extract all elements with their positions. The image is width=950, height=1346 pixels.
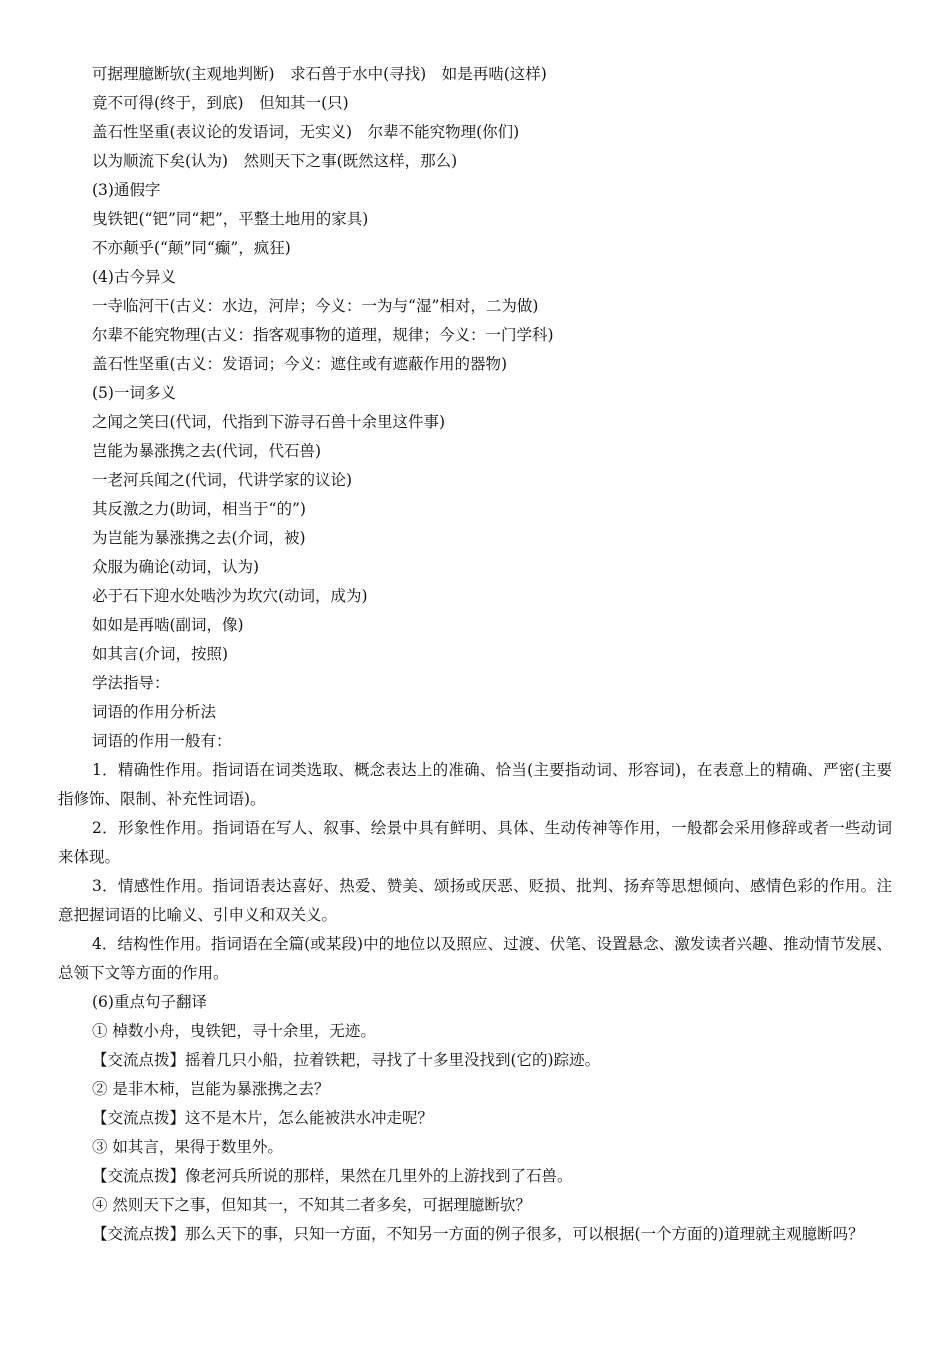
section-heading-yici: (5)一词多义 [92,384,176,402]
gujin-line: 盖石性坚重(古义：发语词；今义：遮住或有遮蔽作用的器物) [92,355,508,373]
section-heading-tongjia: (3)通假字 [92,181,161,199]
translation-sentence: ④ 然则天下之事，但知其一，不知其二者多矣，可据理臆断欤？ [92,1196,531,1214]
yici-line: 之闻之笑曰(代词，代指到下游寻石兽十余里这件事) [92,413,446,431]
section-heading-translation: (6)重点句子翻译 [92,993,207,1011]
yici-line: 为岂能为暴涨携之去(介词，被) [92,529,306,547]
meaning-line: 可据理臆断欤(主观地判断) 求石兽于水中(寻找) 如是再啮(这样) [92,65,547,83]
gujin-line: 一寺临河干(古义：水边，河岸；今义：一为与“湿”相对，二为做) [92,297,539,315]
yici-line: 其反激之力(助词，相当于“的”) [92,500,306,518]
method-item: 4．结构性作用。指词语在全篇(或某段)中的地位以及照应、过渡、伏笔、设置悬念、激发读者兴趣、推动情节发展、总领下文等方面的作用。 [58,935,892,982]
translation-answer: 【交流点拨】像老河兵所说的那样，果然在几里外的上游找到了石兽。 [92,1167,573,1185]
meaning-line: 竟不可得(终于，到底) 但知其一(只) [92,94,349,112]
method-subtitle: 词语的作用分析法 [92,703,217,721]
translation-sentence: ① 棹数小舟，曳铁钯，寻十余里，无迹。 [92,1022,376,1040]
yici-line: 如如是再啮(副词，像) [92,616,244,634]
translation-answer: 【交流点拨】摇着几只小船，拉着铁耙，寻找了十多里没找到(它的)踪迹。 [92,1051,601,1069]
translation-sentence: ③ 如其言，果得于数里外。 [92,1138,283,1156]
translation-sentence: ② 是非木柿，岂能为暴涨携之去？ [92,1080,330,1098]
method-title: 学法指导： [92,674,170,692]
method-item: 2．形象性作用。指词语在写人、叙事、绘景中具有鲜明、具体、生动传神等作用，一般都会采用修辞或者一些动词来体现。 [58,819,892,866]
method-intro: 词语的作用一般有： [92,732,232,750]
yici-line: 岂能为暴涨携之去(代词，代石兽) [92,442,322,460]
document-page [0,60,950,1249]
translation-answer: 【交流点拨】这不是木片，怎么能被洪水冲走呢？ [92,1109,434,1127]
yici-line: 必于石下迎水处啮沙为坎穴(动词，成为) [92,587,368,605]
tongjia-line: 曳铁钯(“钯”同“耙”，平整土地用的家具) [92,210,369,228]
tongjia-line: 不亦颠乎(“颠”同“癫”，疯狂) [92,239,291,257]
yici-line: 一老河兵闻之(代词，代讲学家的议论) [92,471,353,489]
section-heading-gujin: (4)古今异义 [92,268,176,286]
gujin-line: 尔辈不能究物理(古义：指客观事物的道理，规律；今义：一门学科) [92,326,554,344]
method-item: 3．情感性作用。指词语表达喜好、热爱、赞美、颂扬或厌恶、贬损、批判、扬弃等思想倾向、感情色彩的作用。注意把握词语的比喻义、引申义和双关义。 [58,877,892,924]
translation-answer: 【交流点拨】那么天下的事，只知一方面，不知另一方面的例子很多，可以根据(一个方面的)道理就主观臆断吗？ [92,1225,864,1243]
yici-line: 众服为确论(动词，认为) [92,558,260,576]
meaning-line: 以为顺流下矣(认为) 然则天下之事(既然这样，那么) [92,152,458,170]
yici-line: 如其言(介词，按照) [92,645,229,663]
meaning-line: 盖石性坚重(表议论的发语词，无实义) 尔辈不能究物理(你们) [92,123,520,141]
method-item: 1．精确性作用。指词语在词类选取、概念表达上的准确、恰当(主要指动词、形容词)，在表意上的精确、严密(主要指修饰、限制、补充性词语)。 [58,761,892,808]
